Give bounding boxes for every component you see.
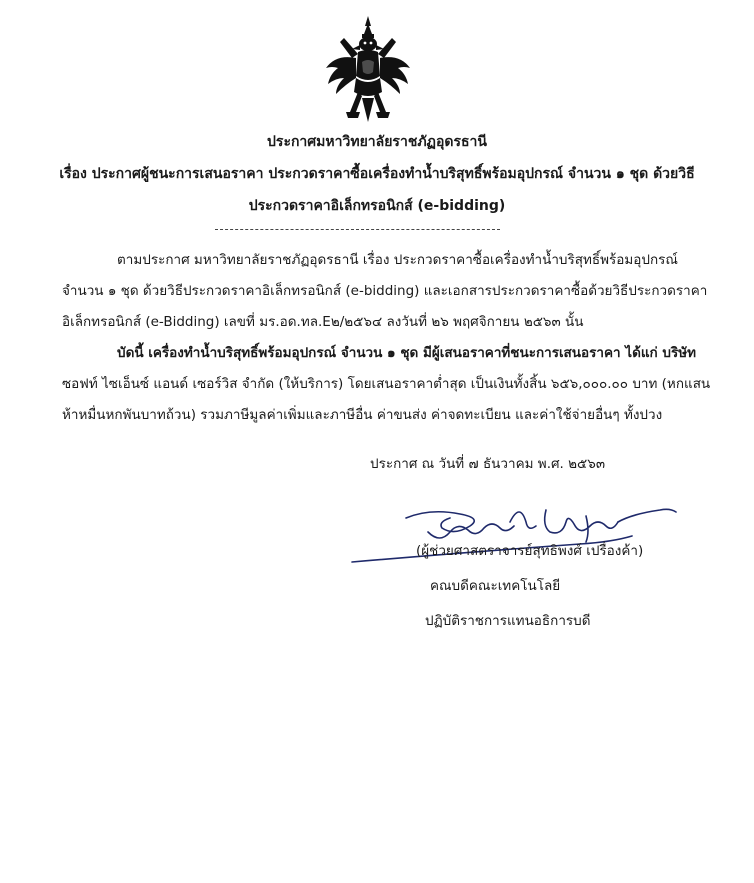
announcement-organization: ประกาศมหาวิทยาลัยราชภัฏอุดรธานี xyxy=(267,134,487,150)
body-p1-line2: จำนวน ๑ ชุด ด้วยวิธีประกวดราคาอิเล็กทรอนิกส์ (e-bidding) และเอกสารประกวดราคาซื้อด้วยวิธีประกวดราคา xyxy=(62,283,708,299)
announcement-date: ประกาศ ณ วันที่ ๗ ธันวาคม พ.ศ. ๒๕๖๓ xyxy=(370,456,606,472)
body-p1-line3: อิเล็กทรอนิกส์ (e-Bidding) เลขที่ มร.อด.ทล.E๒/๒๕๖๔ ลงวันที่ ๒๖ พฤศจิกายน ๒๕๖๓ นั้น xyxy=(62,314,584,330)
signer-title: คณบดีคณะเทคโนโลยี xyxy=(430,578,561,594)
body-p2-line1: บัดนี้ เครื่องทำน้ำบริสุทธิ์พร้อมอุปกรณ์ จำนวน ๑ ชุด มีผู้เสนอราคาที่ชนะการเสนอราคา ได้แก่ บริษัท xyxy=(117,345,697,361)
signer-name: (ผู้ช่วยศาสตราจารย์สุทธิพงศ์ เปรื่องค้า) xyxy=(416,543,644,559)
body-p2-line2: ซอฟท์ ไซเอ็นซ์ แอนด์ เซอร์วิส จำกัด (ให้บริการ) โดยเสนอราคาต่ำสุด เป็นเงินทั้งสิ้น ๖๕๖,๐๐๐.๐๐ บาท (หกแสน xyxy=(62,376,711,392)
announcement-subject-line2: ประกวดราคาอิเล็กทรอนิกส์ (e-bidding) xyxy=(248,198,506,214)
body-p2-line3: ห้าหมื่นหกพันบาทถ้วน) รวมภาษีมูลค่าเพิ่มและภาษีอื่น ค่าขนส่ง ค่าจดทะเบียน และค่าใช้จ่ายอื่นๆ ทั้งปวง xyxy=(62,407,663,423)
body-p1-line1: ตามประกาศ มหาวิทยาลัยราชภัฏอุดรธานี เรื่อง ประกวดราคาซื้อเครื่องทำน้ำบริสุทธิ์พร้อมอุปกรณ์ xyxy=(117,252,678,268)
handwritten-signature xyxy=(350,492,680,572)
signer-role: ปฏิบัติราชการแทนอธิการบดี xyxy=(425,613,591,629)
garuda-emblem-icon xyxy=(322,14,414,124)
divider xyxy=(215,229,500,230)
announcement-subject-line1: เรื่อง ประกาศผู้ชนะการเสนอราคา ประกวดราคาซื้อเครื่องทำน้ำบริสุทธิ์พร้อมอุปกรณ์ จำนวน ๑ ชุด ด้วยวิธี xyxy=(59,166,695,182)
